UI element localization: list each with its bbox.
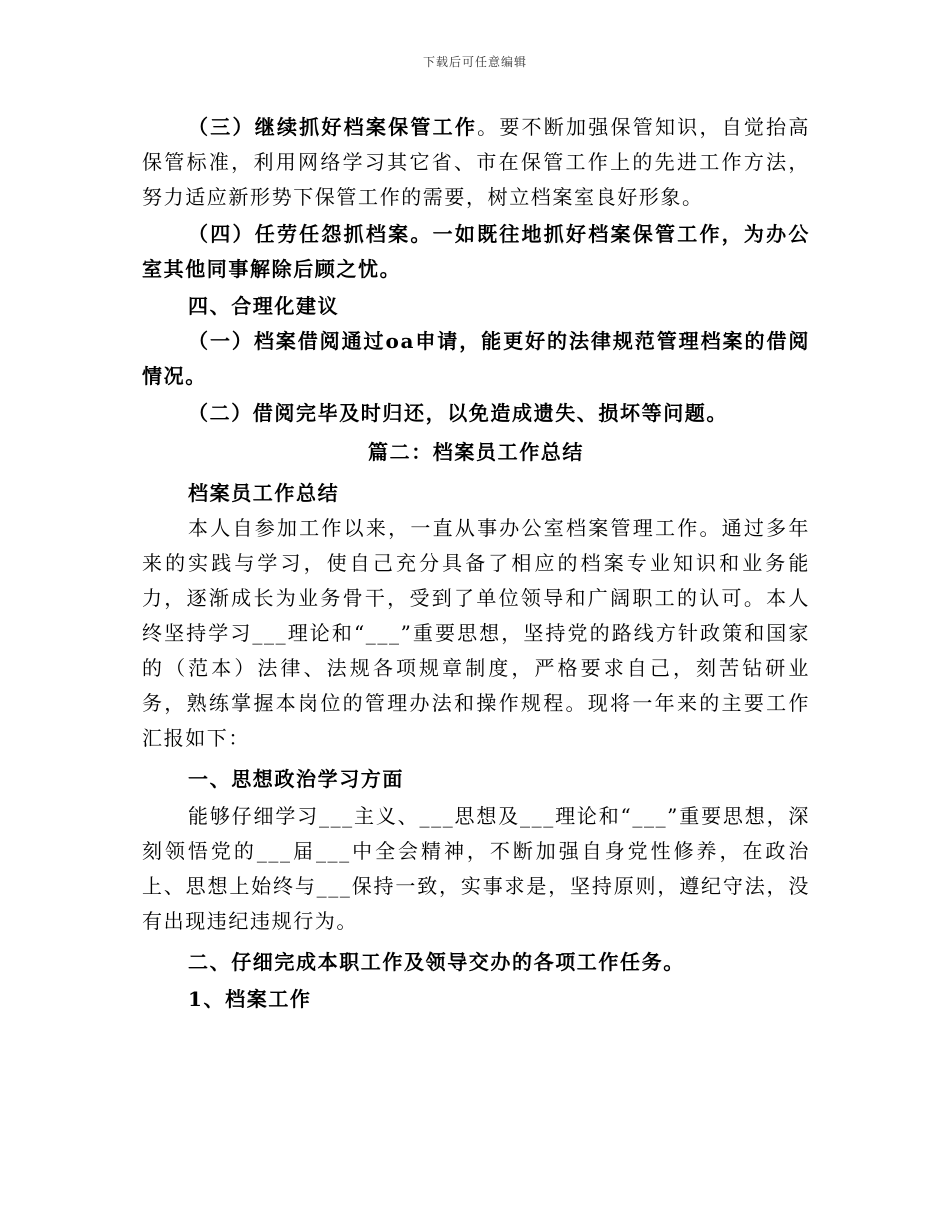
paragraph-suggestion-1: （一）档案借阅通过oa申请，能更好的法律规范管理档案的借阅情况。 — [142, 329, 810, 388]
heading-suggestions: 四、合理化建议 — [188, 294, 340, 318]
document-body — [142, 110, 810, 1017]
paragraph-diligent-work: （四）任劳任怨抓档案。一如既往地抓好档案保管工作，为办公室其他同事解除后顾之忧。 — [142, 222, 810, 281]
sub-title: 档案员工作总结 — [188, 481, 340, 505]
paragraph-custody-heading: （三）继续抓好档案保管工作 — [188, 115, 478, 139]
paragraph-political-study: 能够仔细学习___主义、___思想及___理论和“___”重要思想，深刻领悟党的___届___中全会精神，不断加强自身党性修养，在政治上、思想上始终与___保持一致，实事求是，坚持原则，遵纪守法，没有出现违纪违规行为。 — [142, 804, 810, 933]
heading-duties: 二、仔细完成本职工作及领导交办的各项工作任务。 — [188, 950, 685, 974]
paragraph-intro: 本人自参加工作以来，一直从事办公室档案管理工作。通过多年来的实践与学习，使自己充分具备了相应的档案专业知识和业务能力，逐渐成长为业务骨干，受到了单位领导和广阔职工的认可。本人终坚持学习___理论和“___”重要思想，坚持党的路线方针政策和国家的（范本）法律、法规各项规章制度，严格要求自己，刻苦钻研业务，熟练掌握本岗位的管理办法和操作规程。现将一年来的主要工作汇报如下： — [142, 516, 810, 750]
page-header: 下载后可任意编辑 — [422, 55, 527, 69]
heading-political-study: 一、思想政治学习方面 — [188, 767, 404, 791]
paragraph-custody-work — [142, 110, 810, 215]
paragraph-custody-text: 。要不断加强保管知识，自觉抬高保管标准，利用网络学习其它省、市在保管工作上的先进工作方法，努力适应新形势下保管工作的需要，树立档案室良好形象。 — [142, 115, 810, 209]
paragraph-suggestion-2: （二）借阅完毕及时归还，以免造成遗失、损坏等问题。 — [188, 401, 728, 425]
heading-archive-work: 1、档案工作 — [188, 987, 312, 1011]
section-title: 篇二：档案员工作总结 — [368, 440, 584, 464]
